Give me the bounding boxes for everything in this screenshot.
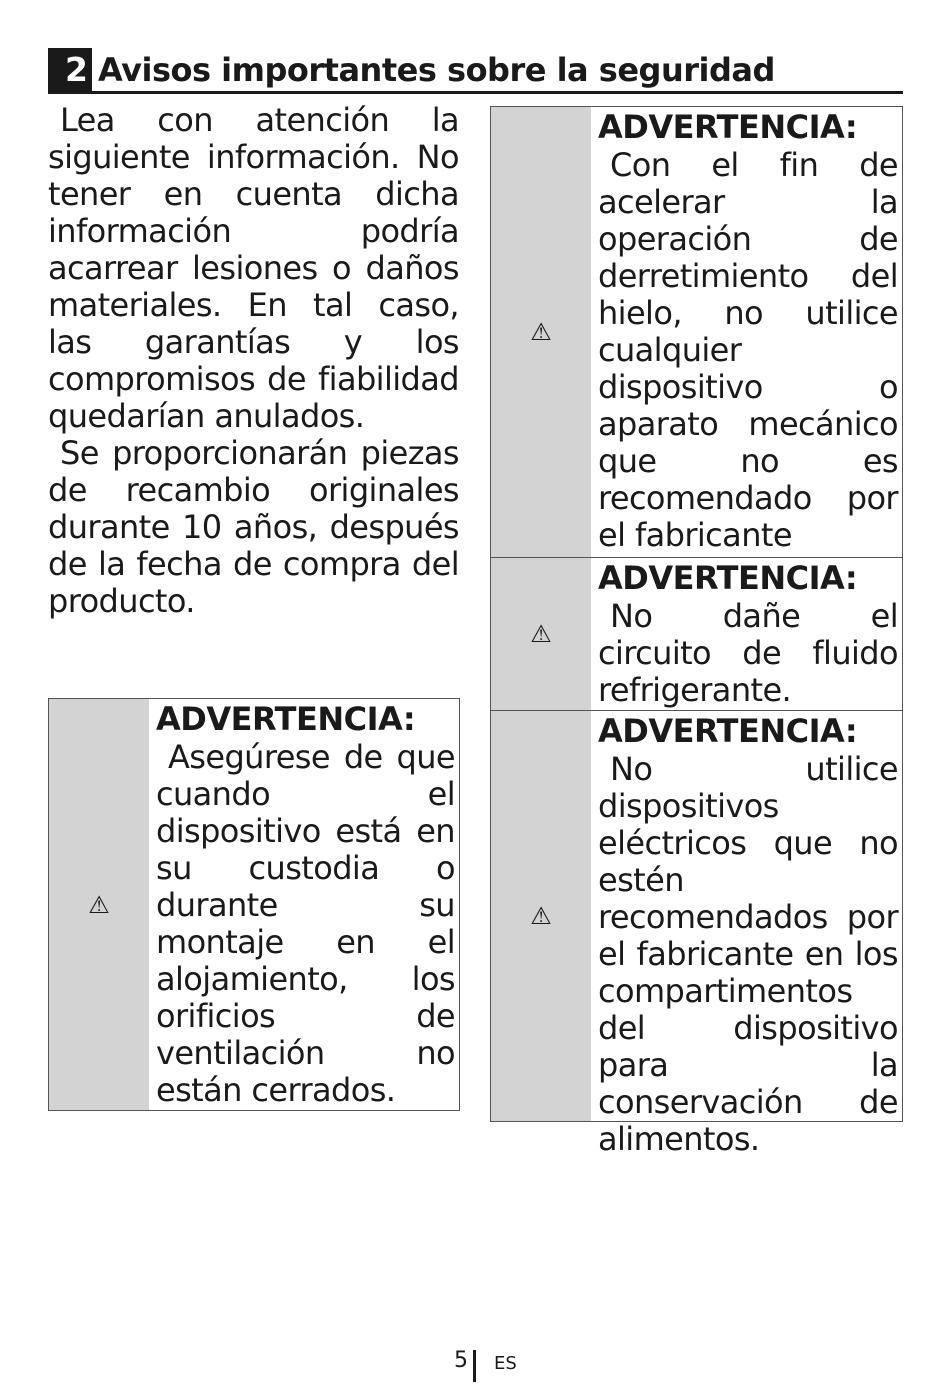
page-number: 5 [454, 1348, 468, 1373]
warning-body: No utilice dispositivos eléctricos que no estén recomendados por el fabricante en los compartimentos del dispositivo para la conservación de alimentos. [598, 750, 898, 1158]
warning-text [598, 711, 898, 1158]
language-code: ES [494, 1353, 517, 1374]
warning-text [598, 107, 898, 554]
warning-triangle-icon: ⚠ [530, 620, 552, 648]
page-footer [0, 1344, 950, 1384]
warning-icon-cell [49, 699, 149, 1110]
warning-row [491, 711, 902, 1158]
warning-text [156, 699, 455, 1109]
warning-body: No dañe el circuito de fluido refrigerante. [598, 597, 898, 709]
intro-text [48, 102, 459, 620]
section-number: 2 [48, 48, 92, 91]
warning-row [49, 699, 459, 1110]
warning-row [491, 558, 902, 711]
intro-paragraph: Se proporcionarán piezas de recambio originales durante 10 años, después de la fecha de compra del producto. [48, 434, 459, 620]
warning-icon-cell [491, 107, 591, 557]
section-title: Avisos importantes sobre la seguridad [98, 51, 775, 89]
warning-icon-cell [491, 558, 591, 710]
warning-box-right [490, 106, 903, 1158]
warning-heading: ADVERTENCIA: [598, 108, 858, 146]
warning-icon-cell [491, 711, 591, 1121]
warning-text [598, 558, 898, 709]
warning-row [491, 107, 902, 558]
footer-divider [473, 1350, 476, 1382]
warning-body: Con el fin de acelerar la operación de derretimiento del hielo, no utilice cualquier dispositivo o aparato mecánico que no es recomendado por el fabricante [598, 146, 898, 554]
warning-triangle-icon: ⚠ [530, 902, 552, 930]
warning-triangle-icon: ⚠ [88, 890, 110, 919]
warning-triangle-icon: ⚠ [530, 318, 552, 346]
warning-heading: ADVERTENCIA: [598, 559, 858, 597]
warning-box-left [48, 698, 460, 1111]
warning-heading: ADVERTENCIA: [598, 712, 858, 750]
section-header [48, 48, 903, 94]
warning-heading: ADVERTENCIA: [156, 700, 416, 738]
warning-body: Asegúrese de que cuando el dispositivo está en su custodia o durante su montaje en el alojamiento, los orificios de ventilación no están cerrados. [156, 738, 455, 1109]
intro-paragraph: Lea con atención la siguiente información. No tener en cuenta dicha información podría acarrear lesiones o daños materiales. En tal caso, las garantías y los compromisos de fiabilidad quedarían anulados. [48, 101, 459, 435]
